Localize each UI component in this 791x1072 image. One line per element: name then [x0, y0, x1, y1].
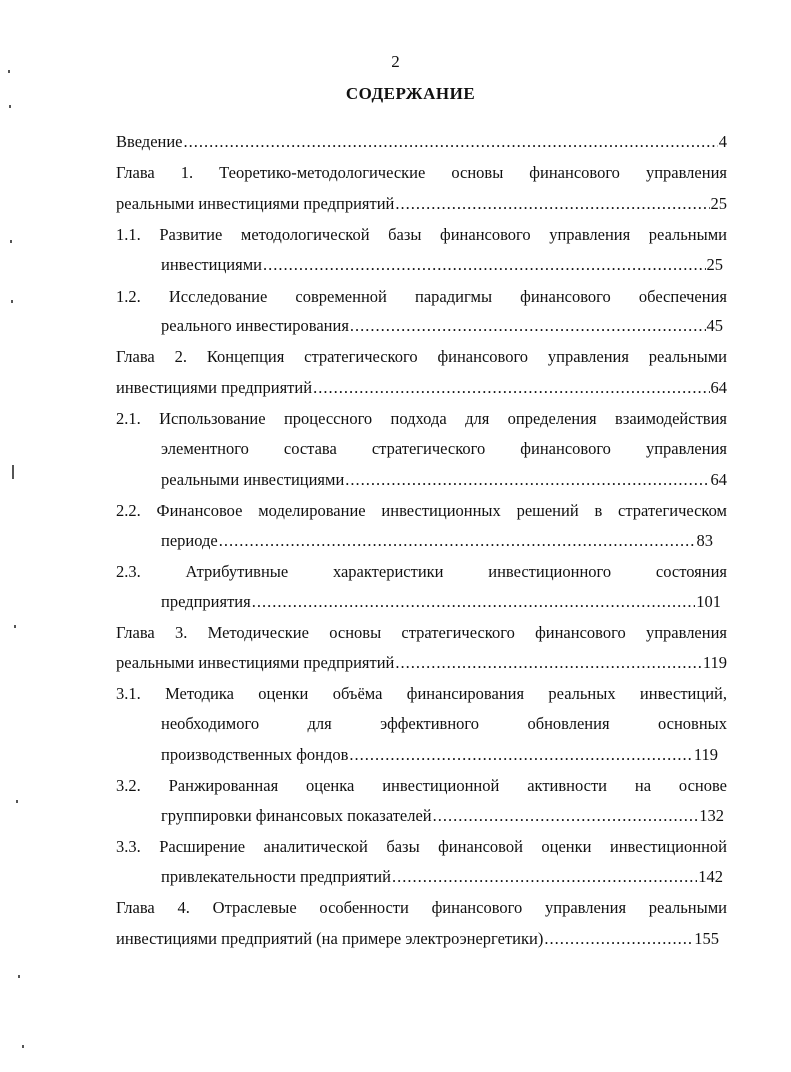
toc-entry-chapter-1-cont: реальными инвестициями предприятий ..... 25 [116, 194, 727, 214]
toc-entry-chapter-3: Глава 3. Методические основы стратегического финансового управления [116, 623, 727, 642]
toc-entry-page: 83 [696, 531, 713, 550]
toc-entry-chapter-1: Глава 1. Теоретико-методологические основы финансового управления [116, 163, 727, 182]
toc-entry-2-3: 2.3. Атрибутивные характеристики инвестиционного состояния [116, 562, 727, 581]
toc-entry-2-1-cont: элементного состава стратегического финансового управления [161, 439, 727, 458]
toc-entry-3-1-cont: необходимого для эффективного обновления основных [161, 714, 727, 733]
toc-entry-chapter-4: Глава 4. Отраслевые особенности финансового управления реальными [116, 898, 727, 917]
toc-entry-3-1: 3.1. Методика оценки объёма финансирования реальных инвестиций, [116, 684, 727, 703]
scan-speck [14, 625, 16, 628]
toc-entry-2-2-cont: периоде ..... 83 [161, 531, 713, 551]
toc-entry-3-2-cont: группировки финансовых показателей ..... 132 [161, 806, 724, 826]
toc-entry-page: 45 [706, 316, 723, 335]
toc-entry-chapter-2: Глава 2. Концепция стратегического финансового управления реальными [116, 347, 727, 366]
toc-entry-chapter-2-cont: инвестициями предприятий ..... 64 [116, 378, 727, 398]
scan-speck [18, 975, 20, 978]
page-number: 2 [391, 52, 400, 71]
toc-entry-3-3: 3.3. Расширение аналитической базы финансовой оценки инвестиционной [116, 837, 727, 856]
scan-speck [12, 465, 14, 479]
toc-entry-page: 119 [702, 653, 727, 672]
toc-entry-page: 119 [693, 745, 718, 764]
toc-entry-3-3-cont: привлекательности предприятий ..... 142 [161, 867, 723, 887]
toc-entry-page: 101 [696, 592, 721, 611]
scan-speck [9, 105, 11, 108]
toc-entry-chapter-3-cont: реальными инвестициями предприятий ..... 119 [116, 653, 727, 673]
scan-speck [10, 240, 12, 243]
toc-entry-page: 25 [710, 194, 727, 213]
toc-entry-1-1-cont: инвестициями ..... 25 [161, 255, 723, 275]
toc-entry-2-3-cont: предприятия ..... 101 [161, 592, 721, 612]
toc-entry-chapter-4-cont: инвестициями предприятий (на примере электроэнергетики) ..... 155 [116, 929, 719, 949]
toc-entry-text: Введение [116, 132, 183, 151]
toc-entry-page: 64 [710, 470, 727, 489]
toc-entry-3-2: 3.2. Ранжированная оценка инвестиционной активности на основе [116, 776, 727, 795]
toc-entry-page: 155 [694, 929, 719, 948]
toc-entry-page: 132 [699, 806, 724, 825]
scan-speck [16, 800, 18, 803]
toc-entry-1-2-cont: реального инвестирования ..... 45 [161, 316, 723, 336]
toc-entry-page: 4 [718, 132, 727, 151]
scan-speck [8, 70, 10, 73]
page-title: СОДЕРЖАНИЕ [345, 84, 476, 103]
toc-entry-2-1-cont-2: реальными инвестициями ..... 64 [161, 470, 727, 490]
toc-entry-1-2: 1.2. Исследование современной парадигмы финансового обеспечения [116, 287, 727, 306]
toc-entry-page: 142 [698, 867, 723, 886]
toc-entry-intro [116, 132, 727, 152]
scan-speck [22, 1045, 24, 1048]
toc-entry-3-1-cont-2: производственных фондов ..... 119 [161, 745, 718, 765]
toc-entry-page: 64 [710, 378, 727, 397]
toc-entry-1-1: 1.1. Развитие методологической базы финансового управления реальными [116, 225, 727, 244]
toc-entry-2-2: 2.2. Финансовое моделирование инвестиционных решений в стратегическом [116, 501, 727, 520]
toc-entry-2-1: 2.1. Использование процессного подхода для определения взаимодействия [116, 409, 727, 428]
scan-speck [11, 300, 13, 303]
toc-entry-page: 25 [706, 255, 723, 274]
